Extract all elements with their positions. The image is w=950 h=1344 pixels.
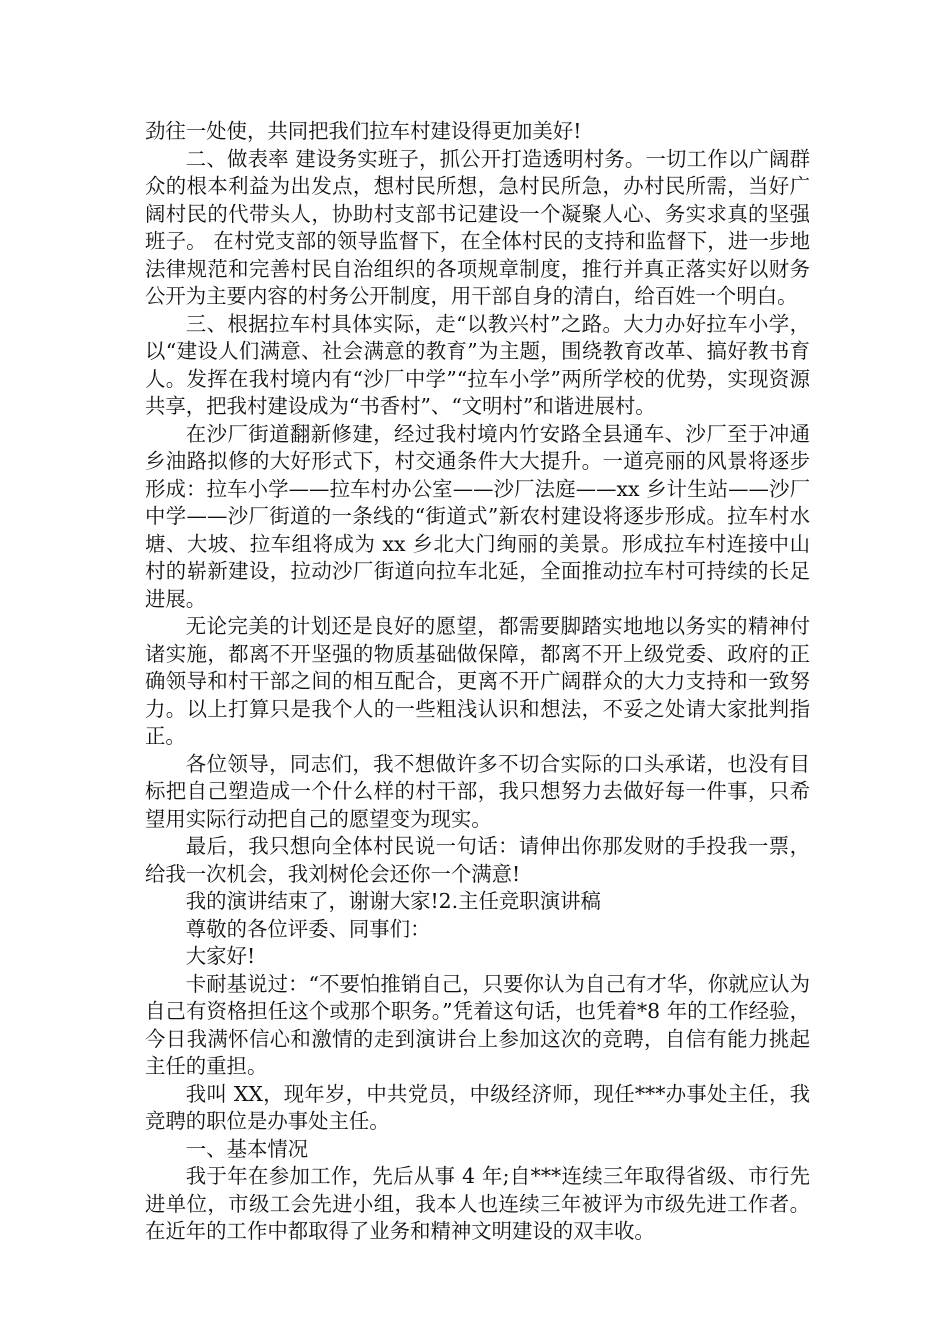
paragraph-10: 大家好! [185, 944, 256, 968]
paragraph-12: 我叫 XX，现年岁，中共党员，中级经济师，现任***办事处主任，我竞聘的职位是办事处主任。 [145, 1081, 810, 1133]
paragraph-11: 卡耐基说过：“不要怕推销自己，只要你认为自己有才华，你就应认为自己有资格担任这个或那个职务。”凭着这句话，也凭着*8 年的工作经验，今日我满怀信心和激情的走到演讲台上参加这次的竞聘，自信有能力挑起主任的重担。 [145, 971, 810, 1078]
paragraph-5: 无论完美的计划还是良好的愿望，都需要脚踏实地地以务实的精神付诸实施，都离不开坚强的物质基础做保障，都离不开上级党委、政府的正确领导和村干部之间的相互配合，更离不开广阔群众的大力支持和一致努力。以上打算只是我个人的一些粗浅认识和想法，不妥之处请大家批判指正。 [145, 614, 810, 748]
paragraph-1: 劲往一处使，共同把我们拉车村建设得更加美好! [145, 119, 582, 143]
paragraph-9: 尊敬的各位评委、同事们： [185, 916, 431, 941]
paragraph-6: 各位领导，同志们，我不想做许多不切合实际的口头承诺，也没有目标把自己塑造成一个什么样的村干部，我只想努力去做好每一件事，只希望用实际行动把自己的愿望变为现实。 [145, 751, 810, 831]
paragraph-7: 最后，我只想向全体村民说一句话：请伸出你那发财的手投我一票，给我一次机会，我刘树伦会还你一个满意! [145, 834, 810, 886]
paragraph-14: 我于年在参加工作，先后从事 4 年;自***连续三年取得省级、市行先进单位，市级工会先进小组，我本人也连续三年被评为市级先进工作者。在近年的工作中都取得了业务和精神文明建设的双丰收。 [145, 1164, 810, 1243]
paragraph-8: 我的演讲结束了，谢谢大家!2.主任竞职演讲稿 [185, 889, 601, 913]
document-body [145, 118, 810, 1246]
paragraph-3: 三、根据拉车村具体实际，走“以教兴村”之路。大力办好拉车小学，以“建设人们满意、社会满意的教育”为主题，围绕教育改革、搞好教书育人。发挥在我村境内有“沙厂中学”“拉车小学”两所学校的优势，实现资源共享，把我村建设成为“书香村”、“文明村”和谐进展村。 [145, 311, 810, 418]
paragraph-4: 在沙厂街道翻新修建，经过我村境内竹安路全县通车、沙厂至于冲通乡油路拟修的大好形式下，村交通条件大大提升。一道亮丽的风景将逐步形成：拉车小学——拉车村办公室——沙厂法庭——xx 乡计生站——沙厂中学——沙厂街道的一条线的“街道式”新农村建设将逐步形成。拉车村水塘、大坡、拉车组将成为 xx 乡北大门绚丽的美景。形成拉车村连接中山村的崭新建设，拉动沙厂街道向拉车北延，全面推动拉车村可持续的长足进展。 [145, 421, 810, 611]
paragraph-2: 二、做表率 建设务实班子，抓公开打造透明村务。一切工作以广阔群众的根本利益为出发点，想村民所想，急村民所急，办村民所需，当好广阔村民的代带头人，协助村支部书记建设一个凝聚人心、务实求真的坚强班子。 在村党支部的领导监督下，在全体村民的支持和监督下，进一步地法律规范和完善村民自治组织的各项规章制度，推行并真正落实好以财务公开为主要内容的村务公开制度，用干部自身的清白，给百姓一个明白。 [145, 146, 810, 308]
paragraph-13: 一、基本情况 [185, 1136, 309, 1161]
